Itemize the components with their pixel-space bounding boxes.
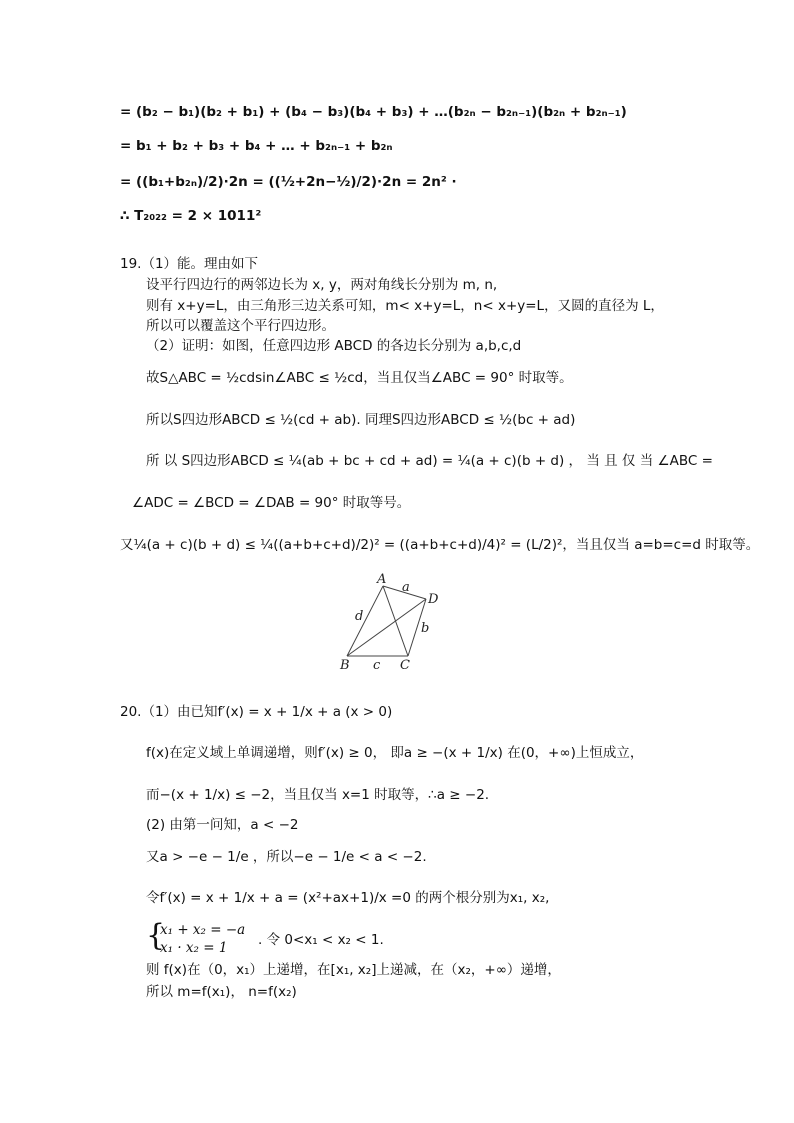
q19-line-7: 所 以 S四边形ABCD ≤ ¼(ab + bc + cd + ad) = ¼(a + c)(b + d) ， 当 且 仅 当 ∠ABC =: [146, 453, 713, 469]
label-vertex-b: B: [340, 658, 350, 673]
quadrilateral-figure: [330, 570, 450, 676]
label-vertex-d: D: [428, 592, 439, 607]
q19-heading: 19.（1）能。理由如下: [120, 256, 259, 272]
q20-heading: 20.（1）由已知f′(x) = x + 1/x + a (x > 0): [120, 704, 393, 720]
prev-line-1: = (b₂ − b₁)(b₂ + b₁) + (b₄ − b₃)(b₄ + b₃) + …(b₂ₙ − b₂ₙ₋₁)(b₂ₙ + b₂ₙ₋₁): [120, 104, 627, 120]
label-side-c: c: [373, 658, 381, 673]
q19-line-5: 故S△ABC = ½cdsin∠ABC ≤ ½cd，当且仅当∠ABC = 90° 时取等。: [146, 370, 573, 386]
system-eq-2: x₁ · x₂ = 1: [160, 940, 228, 956]
label-side-a: a: [402, 580, 410, 595]
prev-line-4: ∴ T₂₀₂₂ = 2 × 1011²: [120, 208, 262, 224]
q20-line-7: 则 f(x)在（0，x₁）上递增，在[x₁, x₂]上递减，在（x₂，+∞）递增，: [146, 962, 561, 978]
label-side-d: d: [355, 609, 364, 624]
edge-ba: [347, 586, 383, 656]
prev-line-3: = ((b₁+b₂ₙ)/2)·2n = ((½+2n−½)/2)·2n = 2n² ·: [120, 174, 457, 190]
left-brace: {: [146, 918, 166, 953]
q19-line-3: 所以可以覆盖这个平行四边形。: [146, 318, 335, 334]
q19-line-4: （2）证明：如图，任意四边形 ABCD 的各边长分别为 a,b,c,d: [146, 338, 522, 354]
q20-line-1: f(x)在定义域上单调递增，则f′(x) ≥ 0， 即a ≥ −(x + 1/x) 在(0，+∞)上恒成立，: [146, 745, 644, 761]
q20-line-3: (2) 由第一问知，a < −2: [146, 817, 299, 833]
prev-line-2: = b₁ + b₂ + b₃ + b₄ + … + b₂ₙ₋₁ + b₂ₙ: [120, 138, 393, 154]
q19-line-8: ∠ADC = ∠BCD = ∠DAB = 90° 时取等号。: [132, 495, 411, 511]
q19-line-6: 所以S四边形ABCD ≤ ½(cd + ab). 同理S四边形ABCD ≤ ½(bc + ad): [146, 412, 576, 428]
label-vertex-a: A: [377, 572, 387, 587]
q20-line-4: 又a > −e − 1/e ，所以−e − 1/e < a < −2.: [146, 849, 427, 865]
system-eq-1: x₁ + x₂ = −a: [160, 922, 246, 938]
diagonal-bd: [347, 599, 426, 656]
q19-line-2: 则有 x+y=L，由三角形三边关系可知，m< x+y=L，n< x+y=L，又圆的直径为 L，: [146, 298, 664, 314]
label-vertex-c: C: [400, 658, 410, 673]
q20-line-5: 令f′(x) = x + 1/x + a = (x²+ax+1)/x =0 的两个根分别为x₁, x₂,: [146, 890, 550, 906]
equation-system: [146, 920, 546, 960]
q20-line-8: 所以 m=f(x₁)， n=f(x₂): [146, 984, 297, 1000]
q19-line-9: 又¼(a + c)(b + d) ≤ ¼((a+b+c+d)/2)² = ((a+b+c+d)/4)² = (L/2)²，当且仅当 a=b=c=d 时取等。: [120, 537, 760, 553]
q19-line-1: 设平行四边行的两邻边长为 x, y，两对角线长分别为 m, n,: [146, 277, 498, 293]
q20-line-2: 而−(x + 1/x) ≤ −2，当且仅当 x=1 时取等，∴a ≥ −2.: [146, 787, 490, 803]
system-condition: . 令 0<x₁ < x₂ < 1.: [258, 932, 384, 948]
label-side-b: b: [421, 621, 430, 636]
